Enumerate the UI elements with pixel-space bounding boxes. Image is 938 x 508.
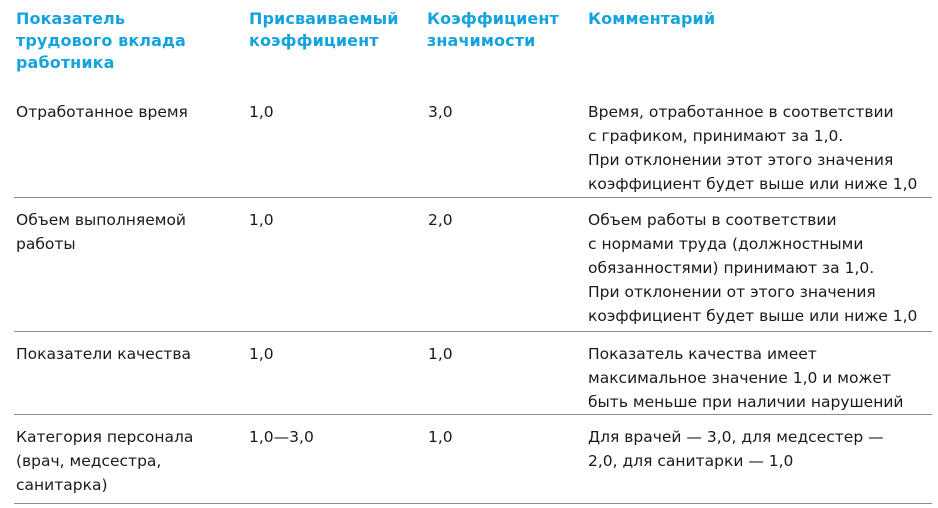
comment-line: максимальное значение 1,0 и может xyxy=(588,369,891,387)
comment-line: коэффициент будет выше или ниже 1,0 xyxy=(588,307,918,325)
row-comment xyxy=(588,425,884,473)
row-significance-value: 1,0 xyxy=(428,345,453,363)
row-comment xyxy=(588,100,917,196)
header-comment-line: Комментарий xyxy=(588,9,716,28)
comment-line: Показатель качества имеет xyxy=(588,345,817,363)
row-significance-value: 2,0 xyxy=(428,211,453,229)
row-comment xyxy=(588,208,917,328)
header-comment xyxy=(588,8,715,30)
row-assigned-value: 1,0—3,0 xyxy=(249,428,314,446)
row-indicator xyxy=(16,425,193,497)
indicator-line: Объем выполняемой xyxy=(16,211,187,229)
table-row xyxy=(14,90,932,198)
comment-line: Объем работы в соответствии xyxy=(588,211,837,229)
row-indicator xyxy=(16,100,188,124)
coefficient-table xyxy=(14,8,932,504)
header-significance-line: значимости xyxy=(427,31,536,50)
header-indicator-line: трудового вклада xyxy=(16,31,186,50)
indicator-line: работы xyxy=(16,235,76,253)
indicator-line: Отработанное время xyxy=(16,103,188,121)
comment-line: Время, отработанное в соответствии xyxy=(588,103,894,121)
row-significance-value: 3,0 xyxy=(428,103,453,121)
header-significance-coefficient xyxy=(427,8,559,52)
comment-line: коэффициент будет выше или ниже 1,0 xyxy=(588,175,918,193)
row-assigned-value: 1,0 xyxy=(249,345,274,363)
table-header xyxy=(14,8,932,90)
comment-line: Для врачей — 3,0, для медсестер — xyxy=(588,428,884,446)
header-indicator-line: работника xyxy=(16,53,115,72)
header-assigned-line: Присваиваемый xyxy=(249,9,399,28)
table-row xyxy=(14,198,932,332)
header-assigned-line: коэффициент xyxy=(249,31,379,50)
comment-line: с нормами труда (должностными xyxy=(588,235,864,253)
indicator-line: санитарка) xyxy=(16,476,108,494)
row-significance-value: 1,0 xyxy=(428,428,453,446)
row-indicator xyxy=(16,342,191,366)
comment-line: обязанностями) принимают за 1,0. xyxy=(588,259,875,277)
row-assigned-value: 1,0 xyxy=(249,211,274,229)
table-row xyxy=(14,415,932,504)
indicator-line: Показатели качества xyxy=(16,345,191,363)
table-row xyxy=(14,332,932,415)
comment-line: быть меньше при наличии нарушений xyxy=(588,393,904,411)
indicator-line: (врач, медсестра, xyxy=(16,452,162,470)
header-assigned-coefficient xyxy=(249,8,399,52)
header-significance-line: Коэффициент xyxy=(427,9,559,28)
row-comment xyxy=(588,342,904,414)
header-indicator-line: Показатель xyxy=(16,9,126,28)
header-indicator xyxy=(16,8,186,74)
row-assigned-value: 1,0 xyxy=(249,103,274,121)
comment-line: При отклонении этот этого значения xyxy=(588,151,894,169)
comment-line: с графиком, принимают за 1,0. xyxy=(588,127,844,145)
row-indicator xyxy=(16,208,186,256)
comment-line: 2,0, для санитарки — 1,0 xyxy=(588,452,794,470)
comment-line: При отклонении от этого значения xyxy=(588,283,876,301)
indicator-line: Категория персонала xyxy=(16,428,194,446)
